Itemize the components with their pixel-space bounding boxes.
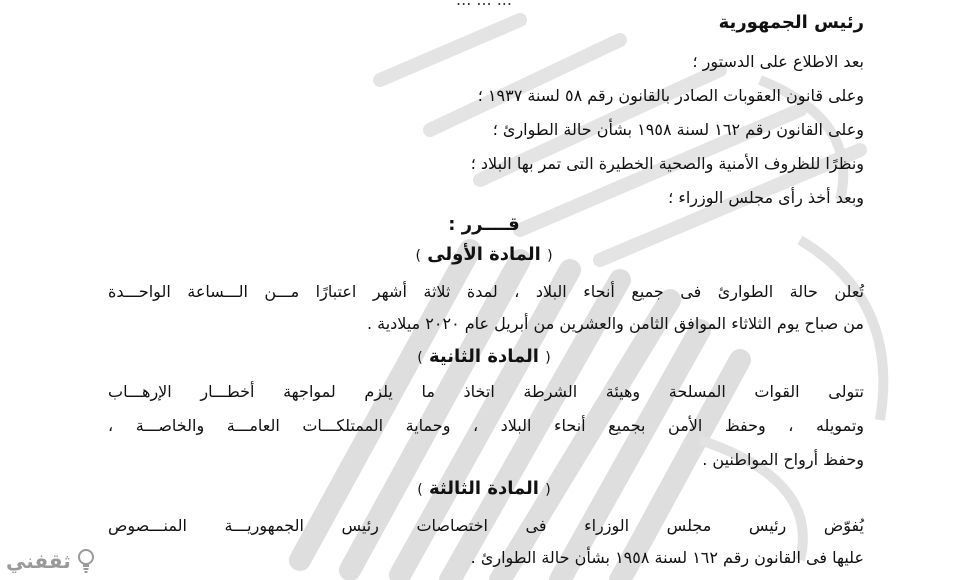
article-2-line-2: وتمويله ، وحفظ الأمن بجميع أنحاء البلاد ، وحماية الممتلكـــات العامـــة والخاصـــة ، [108,416,864,435]
article-2-title: ( المادة الثانية ) [417,346,551,367]
cut-off-header [104,0,864,9]
logo-text: ثقفني [6,549,71,573]
document-heading: رئيس الجمهورية [718,12,864,33]
site-logo [6,548,97,574]
article-3-line-2: عليها فى القانون رقم ١٦٢ لسنة ١٩٥٨ بشأن حالة الطوارئ . [470,548,864,567]
decided-label: قــــرر : [448,214,520,235]
article-3-title: ( المادة الثالثة ) [417,478,551,499]
preamble-line-1: بعد الاطلاع على الدستور ؛ [692,52,864,71]
lightbulb-icon [75,548,97,574]
article-2-line-3: وحفظ أرواح المواطنين . [702,450,864,469]
article-2-line-1: تتولى القوات المسلحة وهيئة الشرطة اتخاذ ما يلزم لمواجهة أخطـــار الإرهـــاب [108,382,864,401]
article-1-title: ( المادة الأولى ) [415,244,553,265]
preamble-line-2: وعلى قانون العقوبات الصادر بالقانون رقم ٥٨ لسنة ١٩٣٧ ؛ [477,86,864,105]
article-1-line-1: تُعلن حالة الطوارئ فى جميع أنحاء البلاد ، لمدة ثلاثة أشهر اعتبارًا مـــن الـــساعة الواحـــدة [108,282,864,301]
article-1-line-2: من صباح يوم الثلاثاء الموافق الثامن والعشرين من أبريل عام ٢٠٢٠ ميلادية . [366,314,864,333]
article-3-line-1: يُفوّض رئيس مجلس الوزراء فى اختصاصات رئيس الجمهوريـــة المنـــصوص [108,516,864,535]
preamble-line-3: وعلى القانون رقم ١٦٢ لسنة ١٩٥٨ بشأن حالة الطوارئ ؛ [492,120,864,139]
preamble-line-5: وبعد أخذ رأى مجلس الوزراء ؛ [668,188,864,207]
preamble-line-4: ونظرًا للظروف الأمنية والصحية الخطيرة التى تمر بها البلاد ؛ [470,154,864,173]
